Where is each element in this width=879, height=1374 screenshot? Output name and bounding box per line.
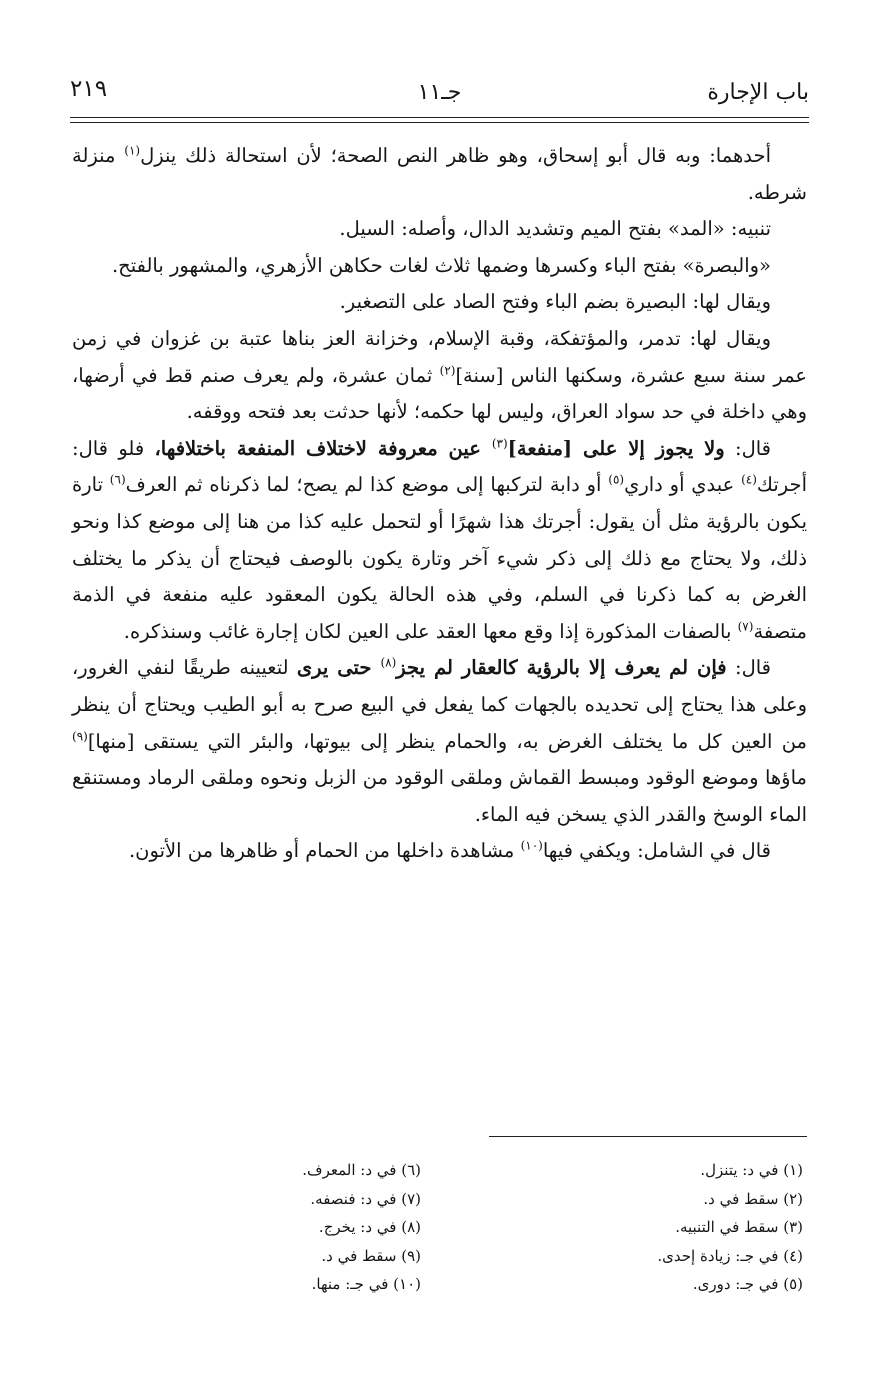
footnote-ref: (١٠)	[520, 838, 543, 853]
running-head	[70, 72, 809, 112]
text-run: لتعيينه طريقًا لنفي الغرور، وعلى هذا يحتاج إلى تحديده بالجهات كما يفعل في البيع صرح به أبو الطيب ويحتاج أن ينظر من العين كل ما يختلف الغرض به، والحمام ينظر إلى بيوتها، والبئر التي يستقى [منها]	[72, 656, 807, 753]
main-text	[72, 138, 807, 870]
paragraph-7	[72, 650, 807, 833]
footnote-4: (٤) في جـ: زيادة إحدى.	[657, 1246, 803, 1265]
paragraph-4: ويقال لها: البصيرة بضم الباء وفتح الصاد على التصغير.	[339, 290, 771, 314]
header-rule-top	[70, 117, 809, 118]
matn-text: فإن لم يعرف إلا بالرؤية كالعقار لم يجز	[396, 656, 727, 680]
paragraph-5	[72, 321, 807, 431]
text-run: أحدهما: وبه قال أبو إسحاق، وهو ظاهر النص الصحة؛ لأن استحالة ذلك ينزل	[140, 144, 771, 167]
footnote-5: (٥) في جـ: دورى.	[692, 1275, 803, 1293]
footnote-ref: (٣)	[491, 436, 508, 451]
footnote-ref: (١)	[124, 143, 141, 158]
matn-text: عين معروفة لاختلاف المنفعة باختلافها،	[154, 436, 492, 460]
footnote-ref: (٦)	[109, 472, 126, 487]
text-run: فلو قال: أجرتك	[72, 436, 807, 497]
footnote-ref: (٤)	[741, 472, 757, 487]
text-run: قال:	[726, 656, 772, 680]
volume-label: جـ١١	[417, 80, 462, 105]
paragraph-8	[72, 833, 807, 870]
matn-text: حتى يرى	[296, 656, 381, 680]
paragraph-3: «والبصرة» بفتح الباء وكسرها وضمها ثلاث لغات حكاهن الأزهري، والمشهور بالفتح.	[111, 253, 771, 277]
footnote-ref: (٢)	[439, 363, 456, 378]
text-run: أو دابة لتركبها إلى موضع كذا لم يصح؛ لما ذكرناه ثم العرف	[125, 473, 609, 497]
footnote-ref: (٨)	[380, 655, 397, 670]
page-number: ٢١٩	[70, 76, 108, 102]
footnote-separator	[489, 1136, 807, 1137]
footnote-8: (٨) في د: يخرج.	[318, 1218, 421, 1236]
paragraph-2: تنبيه: «المد» بفتح الميم وتشديد الدال، وأصله: السيل.	[339, 217, 771, 241]
paragraph-6	[72, 431, 807, 651]
paragraph-1	[72, 138, 807, 211]
text-run: قال في الشامل: ويكفي فيها	[542, 839, 771, 863]
text-run: ويقال لها: تدمر، والمؤتفكة، وقبة الإسلام، وخزانة العز بناها عتبة بن غزوان في زمن عمر سنة سبع عشرة، وسكنها الناس [سنة]	[72, 326, 807, 387]
text-run: تارة يكون بالرؤية مثل أن يقول: أجرتك هذا شهرًا أو لتحمل عليه كذا من هنا إلى موضع كذا ونحو ذلك، ولا يحتاج مع ذلك إلى ذكر شيء آخر وتارة يكون بالوصف فيحتاج أن يذكر ما يختلف الغرض به كما ذكرنا في السلم، وفي هذه الحالة يكون المعقود عليه منفعة في الذمة متصفة	[72, 473, 807, 643]
footnotes-column-left	[81, 1156, 421, 1299]
text-run: بالصفات المذكورة إذا وقع معها العقد على العين لكان إجارة غائب وسنذكره.	[123, 619, 738, 643]
text-run: ماؤها وموضع الوقود ومبسط القماش وملقى الوقود من الزبل ونحوه وملقى الرماد ومستنقع الماء الوسخ والقدر الذي يسخن فيه الماء.	[72, 766, 807, 826]
footnote-ref: (٩)	[72, 729, 88, 743]
footnote-10: (١٠) في جـ: منها.	[311, 1275, 421, 1293]
text-run: منزلة شرطه.	[72, 144, 807, 204]
footnotes-column-right	[463, 1156, 803, 1299]
footnote-9: (٩) سقط في د.	[321, 1246, 421, 1265]
chapter-title: باب الإجارة	[707, 80, 809, 105]
footnote-3: (٣) سقط في التنبيه.	[675, 1218, 803, 1236]
text-run: مشاهدة داخلها من الحمام أو ظاهرها من الأتون.	[128, 839, 521, 863]
text-run: عبدي أو داري	[624, 473, 742, 497]
header-rule-bottom	[70, 122, 809, 123]
footnote-ref: (٧)	[737, 619, 754, 634]
footnote-6: (٦) في د: المعرف.	[302, 1161, 421, 1179]
footnote-2: (٢) سقط في د.	[703, 1189, 803, 1208]
matn-text: ولا يجوز إلا على [منفعة]	[507, 436, 725, 460]
footnote-ref: (٥)	[608, 472, 625, 487]
footnote-1: (١) في د: يتنزل.	[700, 1161, 803, 1179]
footnote-7: (٧) في د: فنصفه.	[310, 1189, 421, 1208]
text-run: قال:	[724, 436, 771, 460]
text-run: ثمان عشرة، ولم يعرف صنم قط في أرضها، وهي داخلة في حد سواد العراق، وليس لها حكمه؛ لأنها حدثت بعد فتحه ووقفه.	[72, 363, 807, 424]
